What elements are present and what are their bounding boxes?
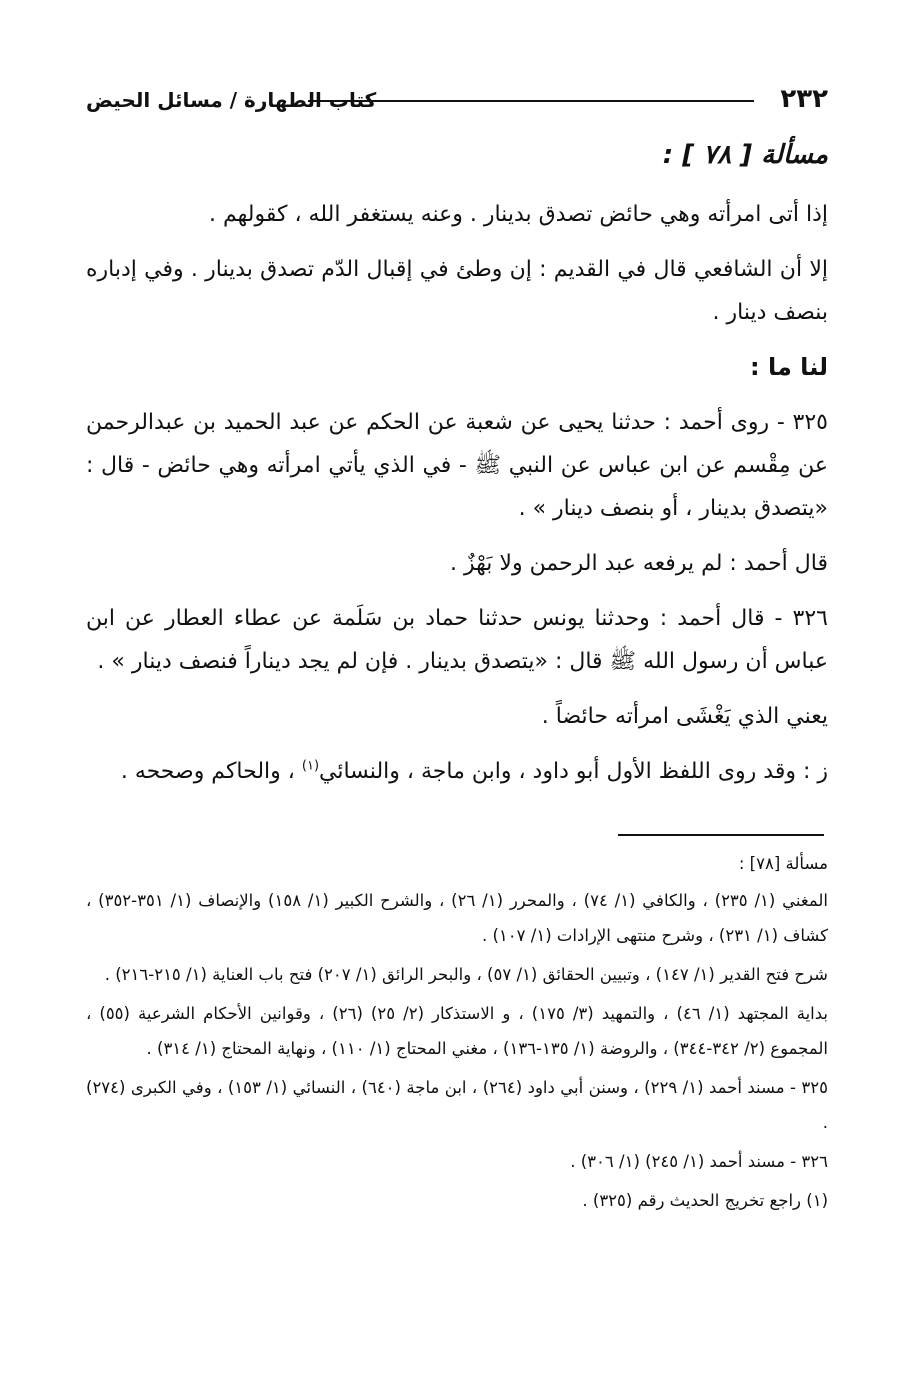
- footnote-325: ٣٢٥ - مسند أحمد (١/ ٢٢٩) ، وسنن أبي داود (٢٦٤) ، ابن ماجة (٦٤٠) ، النسائي (١/ ١٥٣) ، وفي الكبرى (٢٧٤) .: [86, 1078, 828, 1132]
- addition-z-end: ، والحاكم وصححه .: [120, 759, 295, 784]
- footnote-separator: [618, 834, 824, 836]
- evidence-heading: لنا ما :: [750, 353, 828, 381]
- footnote-hanbali: المغني (١/ ٢٣٥) ، والكافي (١/ ٧٤) ، والمحرر (١/ ٢٦) ، والشرح الكبير (١/ ١٥٨) والإنصاف (١/ ٣٥١-٣٥٢) ، كشاف (١/ ٢٣١) ، وشرح منتهى الإرادات (١/ ١٠٧) .: [86, 891, 828, 945]
- explanation: يعني الذي يَغْشَى امرأته حائضاً .: [541, 704, 828, 729]
- addition-z: [86, 750, 828, 793]
- footnote-hanafi: شرح فتح القدير (١/ ١٤٧) ، وتبيين الحقائق (١/ ٥٧) ، والبحر الرائق (١/ ٢٠٧) فتح باب العناية (١/ ٢١٥-٢١٦) .: [104, 965, 828, 984]
- paragraph-shafii: إلا أن الشافعي قال في القديم : إن وطئ في إقبال الدّم تصدق بدينار . وفي إدباره بنصف دينار .: [86, 257, 828, 325]
- hadith-326: ٣٢٦ - قال أحمد : وحدثنا يونس حدثنا حماد بن سَلَمة عن عطاء العطار عن ابن عباس أن رسول الله ﷺ قال : «يتصدق بدينار . فإن لم يجد ديناراً فنصف دينار » .: [86, 606, 828, 674]
- main-text: [86, 134, 828, 805]
- page-number: ٢٣٢: [780, 84, 828, 114]
- hadith-325: ٣٢٥ - روى أحمد : حدثنا يحيى عن شعبة عن الحكم عن عبد الحميد بن عبدالرحمن عن مِقْسم عن ابن عباس عن النبي ﷺ - في الذي يأتي امرأته وهي حائض - قال : «يتصدق بدينار ، أو بنصف دينار » .: [86, 410, 828, 521]
- running-title: كتاب الطهارة / مسائل الحيض: [86, 88, 377, 112]
- footnote-1: (١) راجع تخريج الحديث رقم (٣٢٥) .: [582, 1191, 828, 1210]
- page-header: [86, 84, 828, 118]
- footnote-heading: مسألة [٧٨] :: [738, 854, 828, 873]
- ahmad-comment: قال أحمد : لم يرفعه عبد الرحمن ولا بَهْزٌ .: [450, 551, 828, 576]
- footnote-ref-1[interactable]: (١): [301, 758, 320, 774]
- masala-heading: مسألة [ ٧٨ ] :: [662, 140, 828, 170]
- paragraph-ruling: إذا أتى امرأته وهي حائض تصدق بدينار . وعنه يستغفر الله ، كقولهم .: [209, 202, 828, 227]
- footnotes: [86, 846, 828, 1222]
- footnote-maliki-shafii: بداية المجتهد (١/ ٤٦) ، والتمهيد (٣/ ١٧٥) ، و الاستذكار (٢/ ٢٥) (٢٦) ، وقوانين الأحكام الشرعية (٥٥) ، المجموع (٢/ ٣٤٢-٣٤٤) ، والروضة (١/ ١٣٥-١٣٦) ، مغني المحتاج (١/ ١١٠) ، ونهاية المحتاج (١/ ٣١٤) .: [86, 1004, 829, 1058]
- footnote-326: ٣٢٦ - مسند أحمد (١/ ٢٤٥) (١/ ٣٠٦) .: [570, 1152, 828, 1171]
- addition-z-text: ز : وقد روى اللفظ الأول أبو داود ، وابن ماجة ، والنسائي: [319, 759, 828, 784]
